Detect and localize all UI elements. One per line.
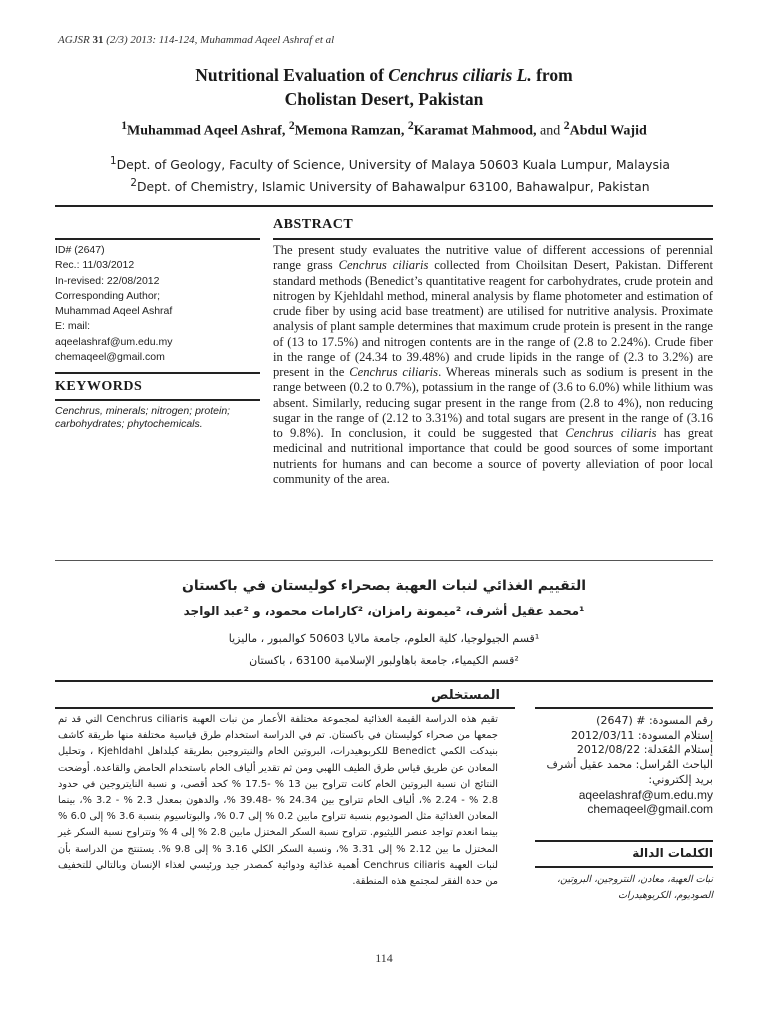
abstract-heading: ABSTRACT [273, 217, 354, 232]
divider [273, 238, 713, 240]
author-name: Karamat Mahmood [413, 123, 534, 139]
keywords-list: Cenchrus, minerals; nitrogen; protein; carbohydrates; phytochemicals. [55, 405, 231, 430]
divider [535, 707, 713, 709]
affiliations: $^1$Dept. of Geology, Faculty of Science, University of Malaya 50603 Kuala Lumpur, Malaysia $^2$Dept. of Chemistry, Islamic University of Bahawalpur 63100, Bahawalpur, Pakistan [110, 155, 670, 195]
keywords-heading: KEYWORDS [55, 379, 143, 394]
divider [55, 707, 515, 709]
divider [55, 238, 260, 240]
arabic-title: التقييم الغذائي لنبات العهبة بصحراء كوليستان في باكستان [181, 578, 587, 594]
arabic-authors: ¹محمد عقيل أشرف، ²ميمونة رامزان، ²كارامات محمود، و ²عبد الواجد [183, 604, 585, 618]
email-link[interactable]: aqeelashraf@um.edu.my [578, 787, 713, 802]
email-link[interactable]: aqeelashraf@um.edu.my [55, 335, 173, 348]
arabic-keywords-list: نبات العهبة، معادن، النتروجين، البروتين، الصوديوم، الكربوهيدرات [557, 874, 713, 901]
arabic-keywords-heading: الكلمات الدالة [632, 846, 713, 860]
author-list: $^1$Muhammad Aqeel Ashraf, $^2$Memona Ramzan, $^2$Karamat Mahmood, and $^2$Abdul Wajid [121, 119, 647, 139]
arabic-abstract-text: تقيم هذه الدراسة القيمة الغذائية لمجموعة مختلفة الأعمار من نبات العهبة Cenchrus ciliaris التي قد تم جمعها من صحراء كوليستان في باكستان. تم في الدراسة استخدام طرق قياسية مختلفة منها طريقة كاشف بنيدكت الكمي Benedict للكربوهيدرات، البروتين الخام والنيتروجين بطريقة كيلداهل Kjehldahl ، وتحليل المعادن عن طريق قياس طرق الطيف اللهبي ومن ثم تقدير ألياف الخام باستخدام الحامض والقاعدة. أوضحت النتائج ان نسبة البروتين الخام كانت تتراوح بين 13 % -17.5 % كحد أقصى، و نسبة النايتروجين في حدود 2.8 % - 2.24 %، ألياف الخام تتراوح بين 24.34 % -39.48 %، والدهون بمعدل 2.3 % - 3.2 %، بينما المعادن الغذائية مثل الصوديوم بنسبة تتراوح مابين 0.2 % إلى 0.7 %، والبوتاسيوم بنسبة 3.6 % إلى 6.0 % بينما انعدم تواجد عنصر الليثيوم. تتراوح نسبة السكر المختزل مابين 2.8 % إلى 4 % وتتراوح نسبة السكر غير المختزل ما بين 2.12 % إلى 3.31 %، ونسبة السكر الكلي 3.16 % إلى 9.8 %. يستنتج من الدراسة بأن لنبات العهبة Cenchrus ciliaris أهمية غذائية ودوائية كمصدر جيد ورئيسي لغذاء الإنسان وبالتالي للتخفيف من حدة الفقر لمجتمع هذه المنطقة. [58, 714, 499, 888]
author-name: Memona Ramzan [294, 123, 401, 139]
divider [55, 680, 713, 682]
divider [55, 399, 260, 401]
author-name: Muhammad Aqeel Ashraf [127, 123, 282, 139]
arabic-affiliations: ¹قسم الجيولوجيا، كلية العلوم، جامعة مالايا 50603 كوالمبور ، ماليزيا ²قسم الكيمياء، جامعة باهاولبور الإسلامية 63100 ، باكستان [228, 632, 540, 667]
divider [55, 372, 260, 374]
arabic-metadata: رقم المسودة: # (2647) إستلام المسودة: 2012/03/11 إستلام المُعَدلة: 2012/08/22 الباحث المُراسل: محمد عقيل أشرف بريد إلكتروني: aqeelashraf@um.edu.my chemaqeel@gmail.com [535, 714, 713, 817]
email-link[interactable]: chemaqeel@gmail.com [55, 351, 165, 364]
author-name: Abdul Wajid [569, 123, 647, 139]
arabic-abstract-heading: المستخلص [431, 688, 500, 703]
paper-title: Nutritional Evaluation of Cenchrus ciliaris L. from Cholistan Desert, Pakistan [195, 65, 573, 109]
abstract-text: The present study evaluates the nutritive value of different accessions of perennial range grass Cenchrus ciliaris collected from Choilsitan Desert, Pakistan. Different standard methods (Benedict’s quantitative reagent for carbohydrates, crude protein and nitrogen by Kjehldahl method, mineral analysis by flame photometer and estimation of crude fiber by using acid base treatment) are utilised for nutritive analysis. Proximate analysis of plant sample determines that maximum crude protein is present in the range of (13 to 17.5%) and nitrogen contents are in the range of (2.8 to 2.24%). Crude fiber in the range of (24.34 to 39.48%) and crude lipids in the range of (2.3 to 3.2%) are present in the Cenchrus ciliaris. Whereas minerals such as sodium is present in the range between (0.2 to 0.7%), potassium in the range of (3.6 to 6.0%) while lithium was absent. Similarly, reducing sugar present in the range from (2.8 to 4%), non reducing sugar in the range of (2.12 to 3.31%) and total sugars are present in the range of (3.16 to 9.8%). In conclusion, it could be suggested that Cenchrus ciliaris has great medicinal and nutritional importance that could be good sources of some important nutrients for humans and can become a source of poverty alleviation of poor local community of the area. [273, 243, 714, 486]
divider [55, 560, 713, 561]
page-number: 114 [375, 951, 393, 965]
article-metadata: ID# (2647) Rec.: 11/03/2012 In-revised: 22/08/2012 Corresponding Author; Muhammad Aqeel Ashraf E: mail: aqeelashraf@um.edu.my chemaqeel@gmail.com [55, 243, 260, 365]
divider [535, 866, 713, 868]
running-head: AGJSR 31 (2/3) 2013: 114-124, Muhammad Aqeel Ashraf et al [58, 34, 335, 46]
email-link[interactable]: chemaqeel@gmail.com [587, 802, 713, 817]
divider [535, 840, 713, 842]
divider [55, 205, 713, 207]
